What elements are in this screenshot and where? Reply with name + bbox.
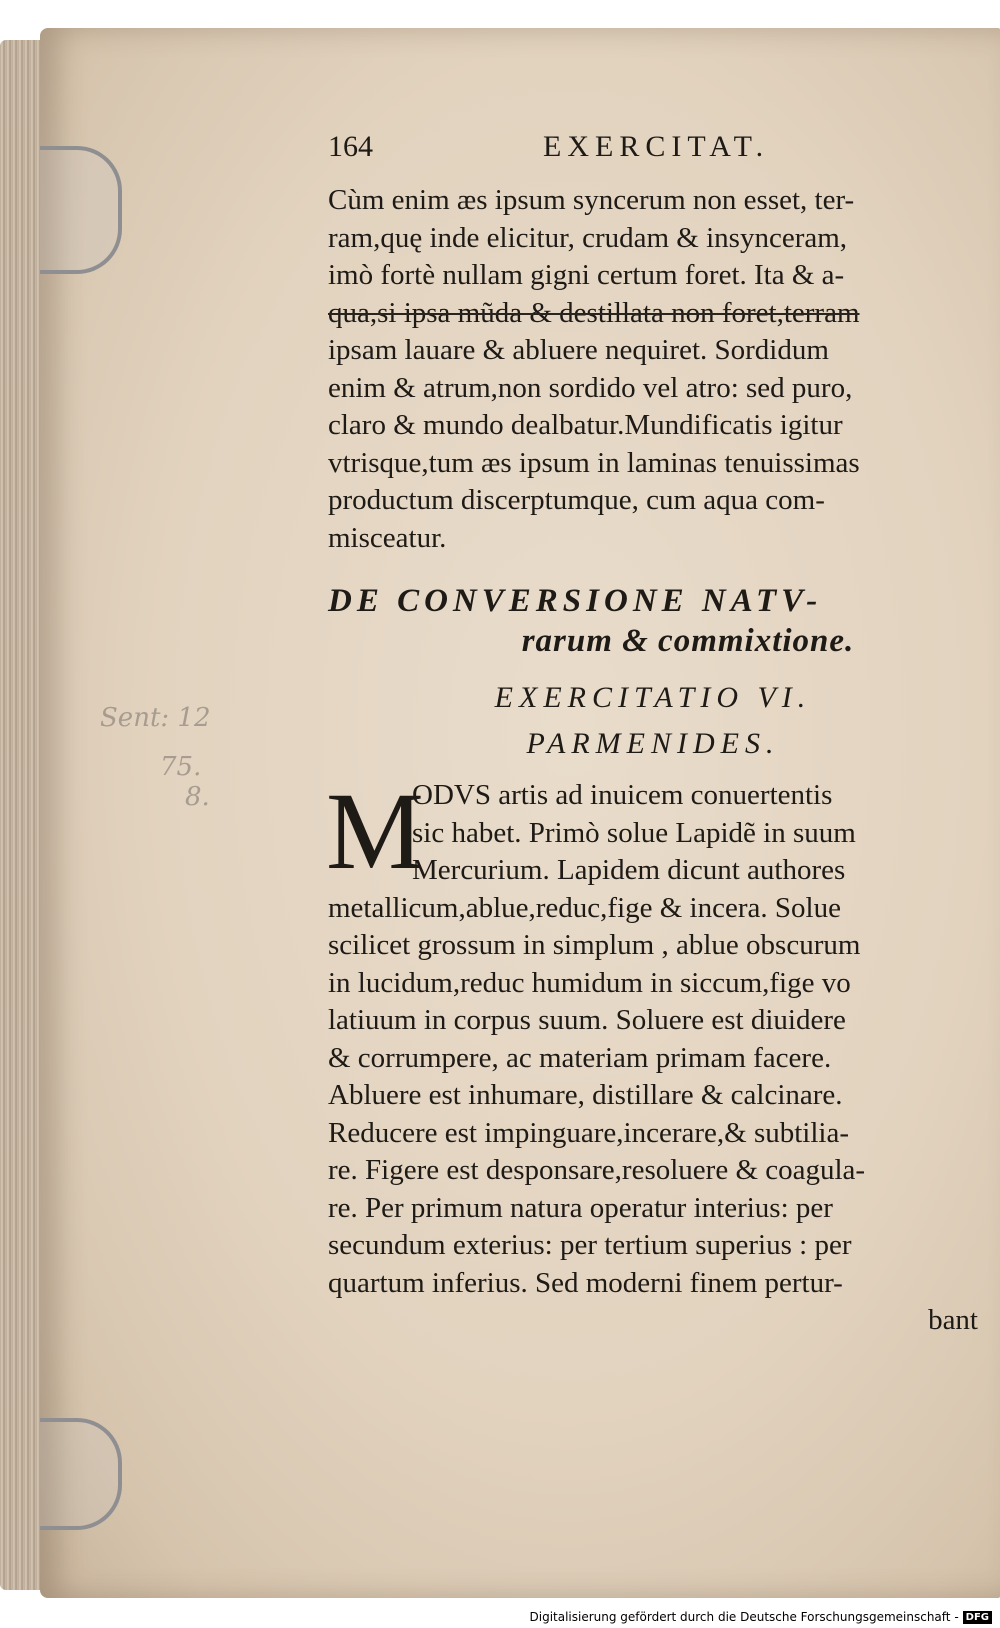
drop-cap: M bbox=[326, 770, 424, 892]
text-line: in lucidum,reduc humidum in siccum,fige vo bbox=[328, 966, 851, 999]
text-line: latiuum in corpus suum. Soluere est diuidere bbox=[328, 1004, 846, 1036]
text-line: Mercurium. Lapidem dicunt authores bbox=[412, 854, 846, 886]
text-line: enim & atrum,non sordido vel atro: sed puro, bbox=[328, 371, 853, 404]
exercitatio-heading: EXERCITATIO VI. bbox=[494, 681, 812, 714]
section-heading-line2: rarum & commixtione. bbox=[521, 623, 855, 659]
text-line: vtrisque,tum æs ipsum in laminas tenuissimas bbox=[328, 446, 860, 479]
text-line: quartum inferius. Sed moderni finem pertur- bbox=[328, 1266, 843, 1299]
margin-note-2: 75. bbox=[160, 752, 202, 782]
catchword: bant bbox=[928, 1304, 978, 1336]
text-line: ODVS artis ad inuicem conuertentis bbox=[412, 779, 833, 811]
footer-text: Digitalisierung gefördert durch die Deutsche Forschungsgemeinschaft - bbox=[529, 1610, 959, 1624]
running-head: EXERCITAT. bbox=[543, 130, 770, 163]
text-line: Abluere est inhumare, distillare & calcinare. bbox=[328, 1079, 843, 1111]
margin-note-1: Sent: 12 bbox=[100, 703, 211, 733]
text-line: misceatur. bbox=[328, 521, 447, 554]
speaker-heading: PARMENIDES. bbox=[526, 727, 780, 760]
text-line: re. Figere est desponsare,resoluere & coagula- bbox=[328, 1154, 866, 1186]
text-line: scilicet grossum in simplum , ablue obscurum bbox=[328, 929, 861, 961]
section-heading-line1: DE CONVERSIONE NATV- bbox=[328, 583, 823, 619]
text-line: secundum exterius: per tertium superius : per bbox=[328, 1229, 852, 1261]
dfg-logo: DFG bbox=[963, 1611, 992, 1624]
text-line: ram,quę inde elicitur, crudam & insynceram, bbox=[328, 221, 848, 254]
margin-note-3: 8. bbox=[185, 782, 210, 812]
struck-text-line: qua,si ipsa mũda & destillata non foret,terram bbox=[328, 296, 860, 329]
page-number: 164 bbox=[328, 130, 373, 163]
text-line: & corrumpere, ac materiam primam facere. bbox=[328, 1041, 832, 1074]
paper-clip-top bbox=[40, 146, 122, 274]
text-line: ipsam lauare & abluere nequiret. Sordidum bbox=[328, 334, 829, 366]
text-line: Reducere est impinguare,incerare,& subtilia- bbox=[328, 1116, 849, 1149]
paper-clip-bottom bbox=[40, 1418, 122, 1530]
text-line: productum discerptumque, cum aqua com- bbox=[328, 484, 825, 516]
text-line: metallicum,ablue,reduc,fige & incera. Solue bbox=[328, 891, 841, 924]
page-header bbox=[328, 130, 978, 182]
top-text bbox=[328, 182, 978, 557]
text-line: Cùm enim æs ipsum syncerum non esset, ter- bbox=[328, 184, 855, 216]
text-line: re. Per primum natura operatur interius: per bbox=[328, 1191, 833, 1224]
text-line: imò fortè nullam gigni certum foret. Ita & a- bbox=[328, 259, 845, 291]
text-block bbox=[328, 130, 978, 1340]
footer-credit bbox=[530, 1608, 993, 1626]
text-line: sic habet. Primò solue Lapidẽ in suum bbox=[412, 816, 856, 849]
paragraph bbox=[326, 770, 978, 1340]
text-line: claro & mundo dealbatur.Mundificatis igitur bbox=[328, 409, 843, 441]
